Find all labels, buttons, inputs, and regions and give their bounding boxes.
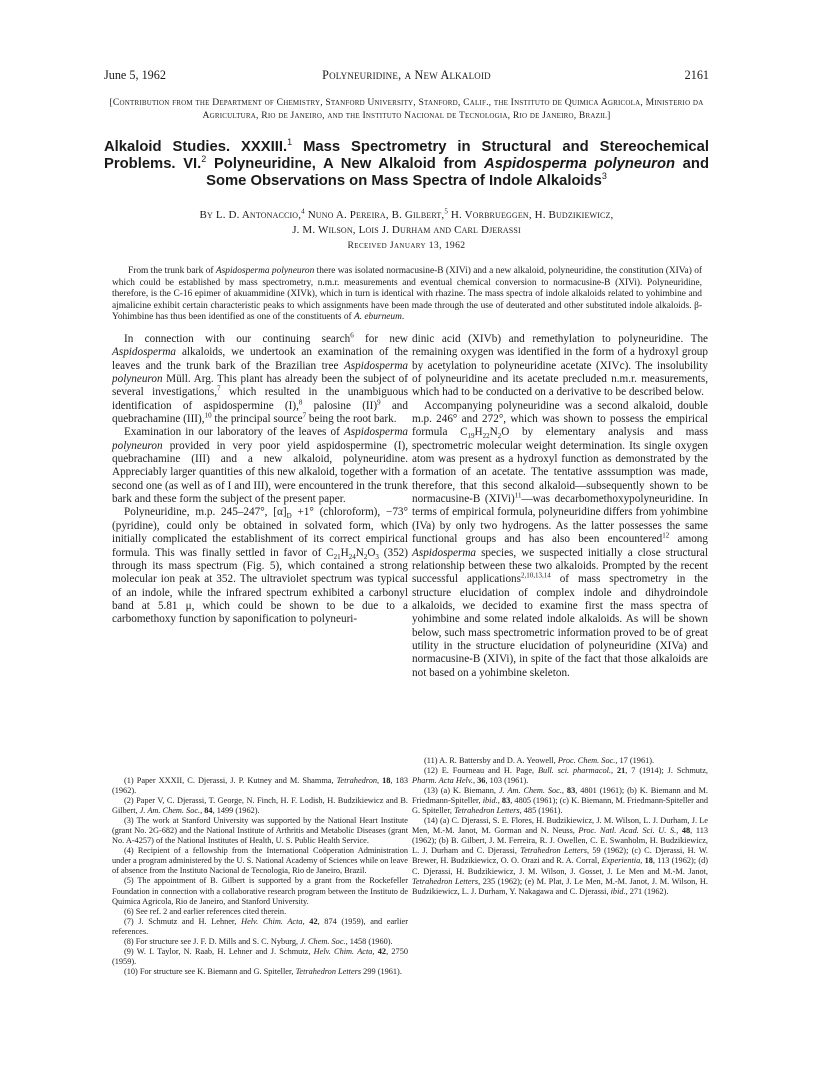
author-line-2: J. M. Wilson, Lois J. Durham and Carl Djerassi: [292, 223, 521, 236]
right-paragraph-1: dinic acid (XIVb) and remethylation to polyneuridine. The remaining oxygen was identified in the form of a hydroxyl group by acetylation to polyneuridine acetate (XIVc). The insolubility of polyneuridine and its acetate precluded n.m.r. measurements, which had to be conducted on a derivative to be described below.: [412, 333, 708, 399]
left-paragraph-3: Polyneuridine, m.p. 245–247°, $[\alpha]_D +1^\circ$ (chloroform), −73° (pyridine), could only be obtained in solvated form, which initially complicated the establishment of its correct empirical formula. This was finally settled in favor of $C_{21}H_{24}N_2O_3$ (352) through its mass spectrum (Fig. 5), which contained a strong molecular ion peak at 352. The ultraviolet spectrum was typical of an indole, while the infrared spectrum exhibited a carbonyl band at 5.81 μ, which could be shown to be due to a carbomethoxy function by saponification to polyneuri-: [112, 506, 408, 626]
affiliation: [Contribution from the Department of Chemistry, Stanford University, Stanford, Calif., the Instituto de Quimica Agricola, Ministerio da Agricultura, Rio de Janeiro, and the Instituto Nacional de Tecnologia, Rio de Janeiro, Brazil]: [109, 97, 704, 121]
left-paragraph-1: In connection with our continuing search$^6$ for new Aspidosperma alkaloids, we undertook an examination of the leaves and the trunk bark of the Brazilian tree Aspidosperma polyneuron Müll. Arg. This plant has already been the subject of several investigations,$^7$ which resulted in the unambiguous identification of aspidospermine (I),$^8$ palosine (II)$^9$ and quebrachamine (III),$^{10}$ the principal source$^7$ being the root bark.: [112, 331, 409, 426]
footnote-9: (9) W. I. Taylor, N. Raab, H. Lehner and J. Schmutz, Helv. Chim. Acta, 42, 2750 (1959).: [112, 946, 408, 966]
footnote-1: (1) Paper XXXII, C. Djerassi, J. P. Kutney and M. Shamma, Tetrahedron, 18, 183 (1962).: [112, 776, 408, 796]
footnote-6: (6) See ref. 2 and earlier references cited therein.: [124, 906, 287, 916]
footnote-4: (4) Recipient of a fellowship from the International Coöperation Administration under a program administered by the U. S. National Academy of Sciences while on leave of absence from the Instituto Nacional de Tecnologia, Rio de Janeiro, Brazil.: [112, 846, 408, 876]
footnote-3: (3) The work at Stanford University was supported by the National Heart Institute (grant No. 2G-682) and the National Institute of Arthritis and Metabolic Diseases (grant No. A-4257) of the National Institutes of Health, U. S. Public Health Service.: [112, 816, 408, 846]
article-title: [104, 139, 709, 191]
footnote-11: (11) A. R. Battersby and D. A. Yeowell, Proc. Chem. Soc., 17 (1961).: [424, 756, 655, 765]
right-footnotes: [412, 756, 708, 897]
left-column: [112, 333, 408, 627]
footnote-12: (12) E. Fourneau and H. Page, Bull. sci. pharmacol., 21, 7 (1914); J. Schmutz, Pharm. Acta Helv., 36, 103 (1961).: [412, 766, 708, 786]
footnote-14: (14) (a) C. Djerassi, S. E. Flores, H. Budzikiewicz, J. M. Wilson, L. J. Durham, J. Le Men, M.-M. Janot, M. Gorman and N. Neuss, Proc. Natl. Acad. Sci. U. S., 48, 113 (1962); (b) B. Gilbert, J. M. Ferreira, R. J. Owellen, C. E. Swanholm, H. Budzikiewicz, L. J. Durham and C. Djerassi, Tetrahedron Letters, 59 (1962); (c) C. Djerassi, H. W. Brewer, H. Budzikiewicz, O. O. Orazi and R. A. Corral, Experientia, 18, 113 (1962); (d) C. Djerassi, H. Budzikiewicz, J. M. Wilson, J. Gosset, J. Le Men and M.-M. Janot, Tetrahedron Letters, 235 (1962); (e) M. Plat, J. Le Men, M.-M. Janot, J. M. Wilson, H. Budzikiewicz, L. J. Durham, Y. Nakagawa and C. Djerassi, ibid., 271 (1962).: [412, 816, 708, 896]
footnote-8: (8) For structure see J. F. D. Mills and S. C. Nyburg, J. Chem. Soc., 1458 (1960).: [124, 936, 393, 946]
running-head: [104, 68, 709, 84]
title-line-3: Some Observations on Mass Spectra of Indole Alkaloids$^3$: [206, 171, 607, 190]
left-paragraph-2: Examination in our laboratory of the leaves of Aspidosperma polyneuron provided in very poor yield aspidospermine (I), quebrachamine (III) and a new alkaloid, polyneuridine. Appreciably larger quantities of this new alkaloid, together with a second one (as well as of I and III), were encountered in the trunk bark and these form the subject of the present paper.: [112, 426, 408, 506]
received-date: Received January 13, 1962: [347, 240, 466, 251]
footnote-10: (10) For structure see K. Biemann and G. Spiteller, Tetrahedron Letters 299 (1961).: [124, 966, 402, 976]
title-line-2: Problems. VI.$^2$ Polyneuridine, A New Alkaloid from Aspidosperma polyneuron and: [104, 154, 709, 173]
running-title: Polyneuridine, a New Alkaloid: [322, 68, 491, 82]
page-number: 2161: [684, 68, 709, 82]
right-paragraph-2: Accompanying polyneuridine was a second alkaloid, double m.p. 246° and 272°, which was shown to possess the empirical formula $C_{19}H_{22}N_2O$ by elementary analysis and mass spectrometric molecular weight determination. Its single oxygen atom was present as a hydroxyl function as demonstrated by the formation of an acetate. The tentative asssumption was made, therefore, that this second alkaloid—subsequently shown to be normacusine-B (XIVi)$^{11}$—was decarbomethoxypolyneuridine. In terms of empirical formula, polyneuridine differs from yohimbine (IVa) by only two hydrogens. As the latter possesses the same functional groups and has also been encountered$^{12}$ among Aspidosperma species, we suspected initially a close structural relationship between these two alkaloids. Prompted by the recent successful applications$^{2,10,13,14}$ of mass spectrometry in the structure elucidation of complex indole and dihydroindole alkaloids, we decided to examine first the mass spectra of yohimbine and some related indole alkaloids. As will be shown below, such mass spectrometric information proved to be of great utility in the structure elucidation of polyneuridine (XIVa) and normacusine-B (XIVi), in spite of the fact that those alkaloids are not based on a yohimbine skeleton.: [412, 399, 708, 679]
footnote-5: (5) The appointment of B. Gilbert is supported by a grant from the Rockefeller Foundation in connection with a collaborative research program between the Instituto de Quimica Agricola, Rio de Janeiro, and Stanford University.: [112, 876, 408, 906]
footnote-2: (2) Paper V, C. Djerassi, T. George, N. Finch, H. F. Lodish, H. Budzikiewicz and B. Gilbert, J. Am. Chem. Soc., 84, 1499 (1962).: [112, 796, 408, 816]
footnote-13: (13) (a) K. Biemann, J. Am. Chem. Soc., 83, 4801 (1961); (b) K. Biemann and M. Friedmann-Spiteller, ibid., 83, 4805 (1961); (c) K. Biemann, M. Friedmann-Spiteller and G. Spiteller, Tetrahedron Letters, 485 (1961).: [412, 786, 708, 816]
issue-date: June 5, 1962: [104, 68, 166, 82]
author-line-1: By L. D. Antonaccio,$^4$ Nuno A. Pereira, B. Gilbert,$^5$ H. Vorbrueggen, H. Budzikiewicz,: [199, 207, 614, 221]
right-column: [412, 333, 708, 680]
left-footnotes: [112, 776, 408, 977]
title-line-1: Alkaloid Studies. XXXIII.$^1$ Mass Spectrometry in Structural and Stereochemical: [104, 137, 709, 155]
footnote-7: (7) J. Schmutz and H. Lehner, Helv. Chim. Acta, 42, 874 (1959), and earlier references.: [112, 916, 408, 936]
abstract: From the trunk bark of Aspidosperma polyneuron there was isolated normacusine-B (XIVi) and a new alkaloid, polyneuridine, the constitution (XIVa) of which could be established by mass spectrometry, n.m.r. measurements and eventual chemical conversion to normacusine-B (XIVi). Polyneuridine, therefore, is the C-16 epimer of akuammidine (XIVk), which in turn is identical with rhazine. The mass spectra of indole alkaloids related to yohimbine and ajmalicine exhibit certain characteristic peaks to which assignments have been made through the use of deuterated and other substituted indole alkaloids. β-Yohimbine has thus been identified as one of the constituents of A. eburneum.: [112, 266, 703, 323]
author-list: [104, 208, 709, 237]
